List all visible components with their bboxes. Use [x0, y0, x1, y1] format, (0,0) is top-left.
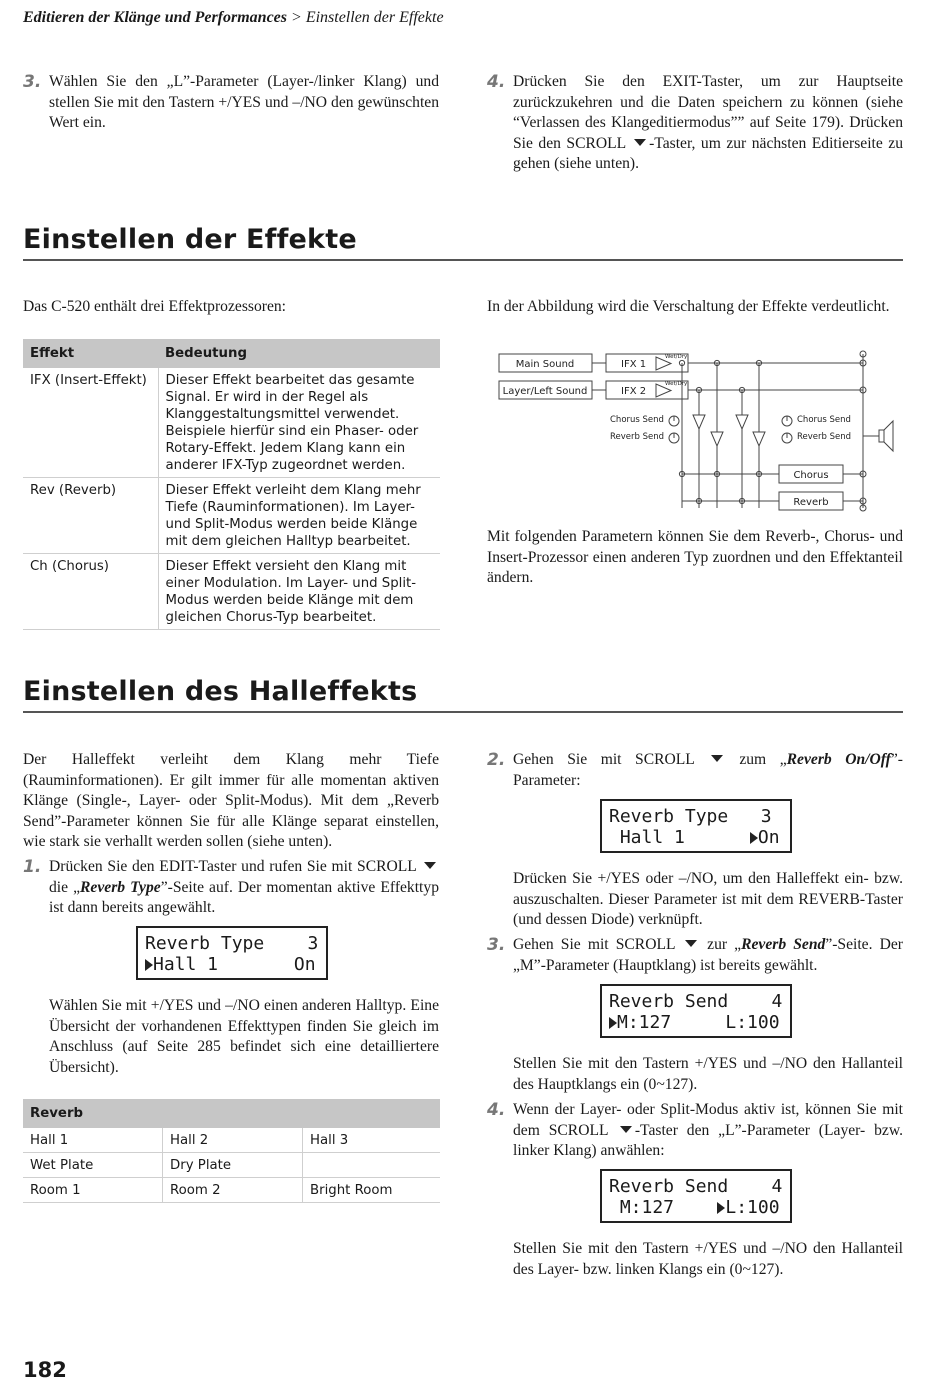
lcd-reverb-type-1: [136, 926, 328, 980]
step-text-a: Drücken Sie den EXIT-Taster, um zur Hauptseite zurückzukehren und die Daten speichern zu können (siehe “Verlassen des Klangeditiermodus”” auf Seite 179). Drücken Sie den SCROLL: [513, 73, 903, 152]
step-text-a: Gehen Sie mit SCROLL: [513, 751, 695, 768]
step-text-a: Gehen Sie mit SCROLL: [513, 936, 675, 953]
reverb-step-2: [487, 750, 903, 791]
step-text-b: -Taster den „L”-Parameter (Layer- bzw. linker Klang) anwählen:: [513, 1121, 903, 1159]
diagram-intro: In der Abbildung wird die Verschaltung der Effekte verdeutlicht.: [487, 298, 890, 315]
reverb-step-4: [487, 1100, 903, 1162]
reverb-table-header: Reverb: [23, 1099, 440, 1128]
lcd-line-2a: Hall 1: [609, 827, 750, 848]
reverb-step-4-after: Stellen Sie mit den Tastern +/YES und –/NO den Hallanteil des Layer- bzw. linken Klangs ein (0~127).: [513, 1240, 903, 1278]
table-cell: Room 2: [163, 1178, 303, 1203]
header-separator: >: [287, 9, 306, 26]
step-text: [513, 1100, 903, 1162]
step-number: 4.: [487, 72, 506, 92]
reverb-intro: Der Halleffekt verleiht dem Klang mehr Tiefe (Rauminformationen). Er gilt immer für alle momentan aktiven Klänge (Single-, Layer- oder Split-Modus). Mit dem „Reverb Send”-Parameter können Sie für alle Klänge separat einstellen, wie stark sie verhallt werden sollen (siehe unten).: [23, 751, 439, 850]
table-cell-effect: Ch (Chorus): [23, 554, 158, 630]
lcd-line-1: Reverb Send 4: [609, 991, 783, 1012]
lcd-line-2: M:127 L:100: [617, 1012, 780, 1033]
table-cell: Hall 2: [163, 1128, 303, 1153]
step-text-b: zur „: [700, 936, 742, 953]
step-text-b: die „: [49, 878, 81, 896]
step-text: [513, 750, 903, 791]
table-row: [23, 1153, 440, 1178]
intro-step-3: [23, 72, 439, 134]
lcd-reverb-onoff: [600, 799, 792, 853]
page-number: 182: [23, 1358, 67, 1382]
effects-intro: Das C-520 enthält drei Effektprozessoren:: [23, 298, 286, 315]
scroll-down-icon: [424, 862, 436, 869]
table-cell-effect: IFX (Insert-Effekt): [23, 368, 158, 478]
table-row: [23, 478, 440, 554]
step-text-b: zum „: [725, 751, 787, 768]
scroll-down-icon: [711, 755, 723, 762]
label-ifx1: IFX 1: [621, 359, 647, 370]
step-number: 3.: [487, 935, 506, 955]
label-reverb: Reverb: [793, 497, 829, 508]
step-text-c: ”-Parameter:: [513, 751, 903, 789]
label-chorus: Chorus: [793, 470, 829, 481]
scroll-down-icon: [620, 1126, 632, 1133]
lcd-reverb-send-m: [600, 984, 792, 1038]
header-section: Einstellen der Effekte: [305, 9, 444, 26]
section-heading-reverb: Einstellen des Halleffekts: [23, 676, 903, 713]
speaker-icon: [879, 421, 893, 451]
running-header: [23, 9, 444, 27]
lcd-line-2b: L:100: [725, 1197, 780, 1218]
scroll-down-icon: [634, 139, 646, 146]
step-text-c: ”-Seite. Der „M”-Parameter (Hauptklang) ist bereits gewählt.: [513, 936, 903, 974]
cursor-triangle-icon: [750, 832, 758, 844]
table-cell: Hall 3: [303, 1128, 441, 1153]
label-main-sound: Main Sound: [515, 359, 575, 370]
table-row: [23, 368, 440, 478]
effects-table: [23, 339, 440, 630]
label-reverb-send-2: Reverb Send: [797, 432, 852, 442]
reverb-step-2-after: Drücken Sie +/YES oder –/NO, um den Halleffekt ein- bzw. auszuschalten. Dieser Parameter ist mit dem REVERB-Taster (und dessen Diode) verknüpft.: [513, 870, 903, 928]
effects-params-text: Mit folgenden Parametern können Sie dem Reverb-, Chorus- und Insert-Prozessor einen anderen Typ zuordnen und den Effektanteil ändern.: [487, 528, 903, 586]
step-text-b: -Taster, um zur nächsten Editierseite zu gehen (siehe unten).: [513, 134, 903, 172]
step-text-a: Drücken Sie den EDIT-Taster und rufen Sie mit SCROLL: [49, 858, 417, 875]
step-text: [49, 857, 439, 919]
scroll-down-icon: [685, 940, 697, 947]
step-param-name: Reverb Send: [741, 936, 826, 953]
lcd-line-1: Reverb Type 3: [609, 806, 772, 827]
lcd-line-2b: On: [757, 827, 780, 848]
step-number: 3.: [23, 72, 42, 92]
table-cell-meaning: Dieser Effekt verleiht dem Klang mehr Tiefe (Rauminformationen). Im Layer- und Split-Modus werden beide Klänge mit dem gleichen Halltyp bearbeitet.: [158, 478, 440, 554]
table-row: [23, 1128, 440, 1153]
intro-step-4: [487, 72, 903, 175]
lcd-line-1: Reverb Type 3: [145, 933, 319, 954]
step-text-a: Wenn der Layer- oder Split-Modus aktiv ist, können Sie mit dem SCROLL: [513, 1101, 903, 1139]
effects-routing-diagram: [497, 348, 897, 518]
table-cell: Wet Plate: [23, 1153, 163, 1178]
lcd-line-1: Reverb Send 4: [609, 1176, 783, 1197]
label-wetdry-1: Wet/Dry: [665, 354, 688, 360]
label-wetdry-2: Wet/Dry: [665, 381, 688, 387]
table-cell: [303, 1153, 441, 1178]
section-heading-effects: Einstellen der Effekte: [23, 224, 903, 261]
step-text-c: ”-Seite auf. Der momentan aktive Effekttyp ist dann bereits angewählt.: [49, 878, 439, 916]
table-header-effect: Effekt: [23, 339, 158, 368]
lcd-line-2a: M:127: [609, 1197, 718, 1218]
reverb-step-1: [23, 857, 439, 919]
step-text: [513, 72, 903, 175]
table-cell: Dry Plate: [163, 1153, 303, 1178]
label-reverb-send-1: Reverb Send: [610, 432, 665, 442]
label-ifx2: IFX 2: [621, 386, 647, 397]
reverb-step-1-after: Wählen Sie mit +/YES und –/NO einen anderen Halltyp. Eine Übersicht der vorhandenen Effekttypen finden Sie gleich im Anschluss (auf Seite 285 befindet sich eine detailliertere Übersicht).: [49, 997, 439, 1076]
step-number: 1.: [23, 857, 42, 877]
table-row: [23, 1178, 440, 1203]
lcd-reverb-send-l: [600, 1169, 792, 1223]
step-param-name: Reverb Type: [80, 878, 161, 896]
cursor-triangle-icon: [145, 959, 153, 971]
table-cell-meaning: Dieser Effekt versieht den Klang mit einer Modulation. Im Layer- und Split-Modus werden beide Klänge mit dem gleichen Chorus-Typ bearbeitet.: [158, 554, 440, 630]
label-chorus-send-2: Chorus Send: [797, 415, 851, 425]
table-cell-meaning: Dieser Effekt bearbeitet das gesamte Signal. Er wird in der Regel als Klanggestaltungsmittel verwendet. Beispiele hierfür sind ein Phaser- oder Rotary-Effekt. Jedem Klang kann ein anderer IFX-Typ zugeordnet werden.: [158, 368, 440, 478]
header-chapter: Editieren der Klänge und Performances: [23, 9, 288, 26]
table-header-meaning: Bedeutung: [158, 339, 440, 368]
step-number: 2.: [487, 750, 506, 770]
step-number: 4.: [487, 1100, 506, 1120]
table-cell: Hall 1: [23, 1128, 163, 1153]
table-row: [23, 554, 440, 630]
table-cell-effect: Rev (Reverb): [23, 478, 158, 554]
step-param-name: Reverb On/Off: [786, 751, 891, 768]
step-text: Wählen Sie den „L”-Parameter (Layer-/linker Klang) und stellen Sie mit den Tastern +/YES und –/NO den gewünschten Wert ein.: [49, 73, 439, 131]
label-chorus-send-1: Chorus Send: [610, 415, 664, 425]
reverb-types-table: [23, 1099, 440, 1203]
reverb-step-3: [487, 935, 903, 976]
label-layer-sound: Layer/Left Sound: [502, 386, 588, 397]
step-text: [513, 935, 903, 976]
cursor-triangle-icon: [609, 1017, 617, 1029]
table-cell: Bright Room: [303, 1178, 441, 1203]
reverb-step-3-after: Stellen Sie mit den Tastern +/YES und –/NO den Hallanteil des Hauptklangs ein (0~127).: [513, 1055, 903, 1093]
lcd-line-2: Hall 1 On: [153, 954, 316, 975]
table-cell: Room 1: [23, 1178, 163, 1203]
